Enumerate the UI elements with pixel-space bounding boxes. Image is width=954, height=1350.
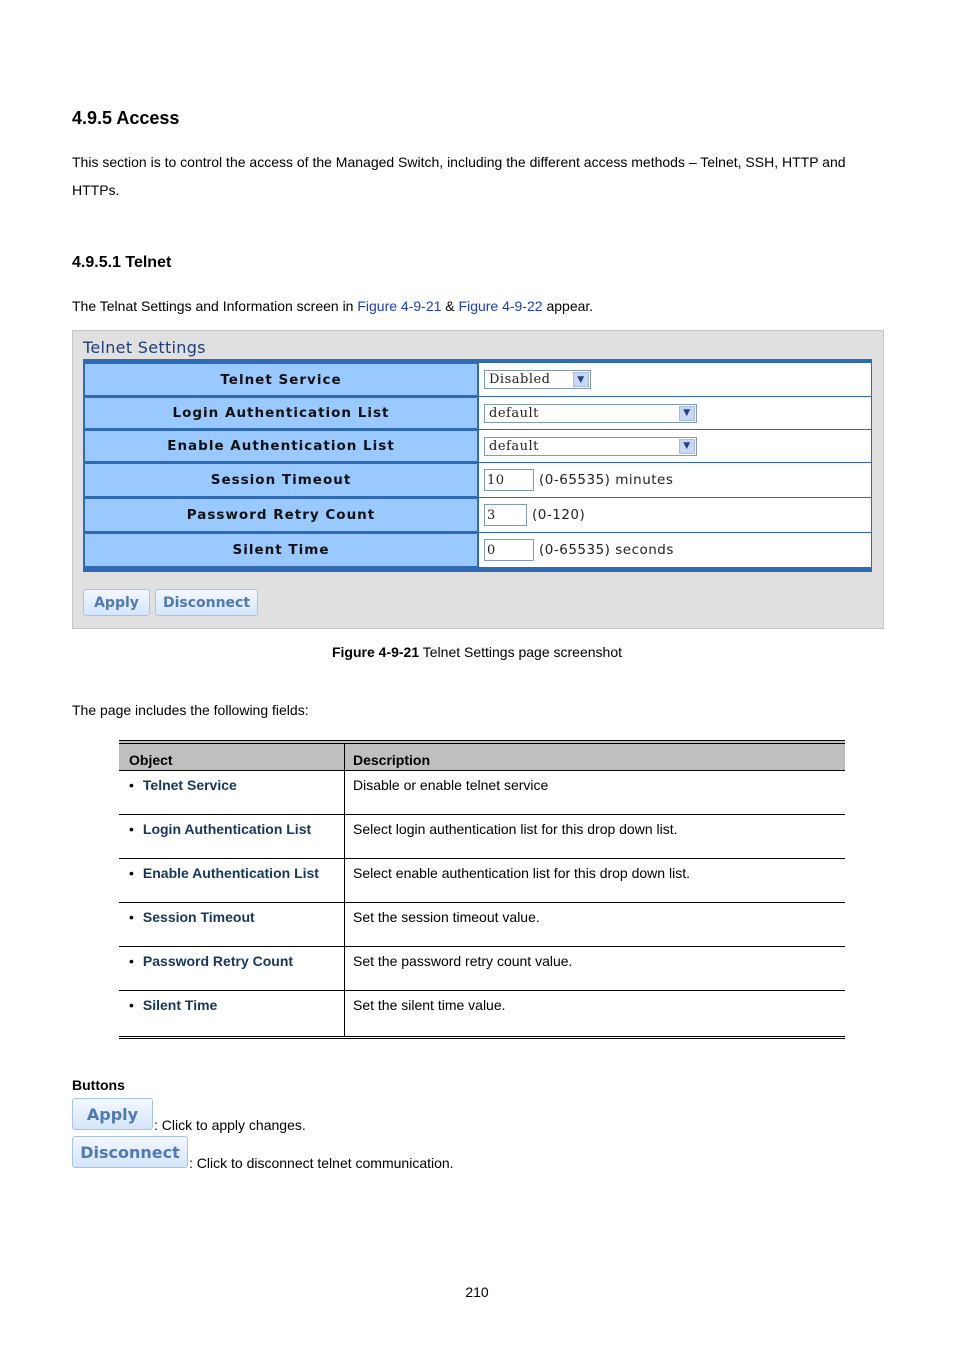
caption-text: Telnet Settings page screenshot xyxy=(419,644,623,660)
field-object: • Enable Authentication List xyxy=(119,859,345,902)
subsection-intro xyxy=(72,292,593,320)
disconnect-button[interactable]: Disconnect xyxy=(155,589,258,616)
field-description: Set the silent time value. xyxy=(353,997,506,1013)
figure-caption xyxy=(0,644,954,660)
table-row xyxy=(119,771,845,815)
field-object: • Login Authentication List xyxy=(119,815,345,858)
silent-time-hint: (0-65535) seconds xyxy=(539,542,674,558)
silent-time-input[interactable]: 0 xyxy=(484,539,534,561)
intro-text-post: appear. xyxy=(542,298,594,314)
enable-auth-list-select[interactable] xyxy=(484,437,697,456)
disconnect-button-sample[interactable]: Disconnect xyxy=(72,1136,188,1168)
session-timeout-hint: (0-65535) minutes xyxy=(539,472,674,488)
panel-title: Telnet Settings xyxy=(83,338,206,357)
subsection-heading: 4.9.5.1 Telnet xyxy=(72,254,172,271)
field-description: Disable or enable telnet service xyxy=(353,777,549,793)
select-value: default xyxy=(489,405,539,421)
settings-row-telnet-service xyxy=(83,363,872,397)
field-object: • Telnet Service xyxy=(119,771,345,814)
caption-figure-number: Figure 4-9-21 xyxy=(331,644,420,660)
fields-table-header xyxy=(119,740,845,771)
figure-link-21[interactable]: Figure 4-9-21 xyxy=(357,298,442,314)
settings-label: Session Timeout xyxy=(84,463,478,497)
settings-value xyxy=(479,430,871,462)
settings-label: Login Authentication List xyxy=(84,397,478,429)
field-description: Select enable authentication list for this drop down list. xyxy=(353,865,690,881)
field-description: Set the session timeout value. xyxy=(353,909,540,925)
intro-text-amp: & xyxy=(441,298,459,314)
password-retry-hint: (0-120) xyxy=(532,507,586,523)
field-object: • Password Retry Count xyxy=(119,947,345,990)
settings-label: Silent Time xyxy=(84,533,478,567)
settings-value xyxy=(479,498,871,532)
table-row xyxy=(119,859,845,903)
login-auth-list-select[interactable] xyxy=(484,404,697,423)
field-description: Set the password retry count value. xyxy=(353,953,573,969)
chevron-down-icon: ▼ xyxy=(679,406,695,421)
settings-value xyxy=(479,533,871,567)
settings-table xyxy=(83,359,872,572)
telnet-settings-panel xyxy=(72,330,884,629)
settings-label: Password Retry Count xyxy=(84,498,478,532)
header-description: Description xyxy=(353,752,431,768)
header-object: Object xyxy=(119,744,345,770)
field-object: • Silent Time xyxy=(119,991,345,1036)
field-description: Select login authentication list for this drop down list. xyxy=(353,821,678,837)
apply-button-sample[interactable]: Apply xyxy=(72,1098,153,1130)
settings-label: Enable Authentication List xyxy=(84,430,478,462)
field-object: • Session Timeout xyxy=(119,903,345,946)
select-value: default xyxy=(489,438,539,454)
settings-row-login-auth xyxy=(83,397,872,430)
settings-label: Telnet Service xyxy=(84,363,478,396)
figure-link-22[interactable]: Figure 4-9-22 xyxy=(458,298,543,314)
chevron-down-icon: ▼ xyxy=(573,372,589,387)
password-retry-input[interactable]: 3 xyxy=(484,504,527,526)
fields-table xyxy=(119,740,845,1039)
settings-row-password-retry xyxy=(83,498,872,533)
select-value: Disabled xyxy=(489,372,551,387)
settings-value xyxy=(479,397,871,429)
telnet-service-select[interactable] xyxy=(484,370,591,389)
chevron-down-icon: ▼ xyxy=(679,439,695,454)
settings-value xyxy=(479,463,871,497)
apply-button[interactable]: Apply xyxy=(83,589,150,616)
table-row xyxy=(119,947,845,991)
settings-row-session-timeout xyxy=(83,463,872,498)
section-heading: 4.9.5 Access xyxy=(72,108,180,128)
fields-intro: The page includes the following fields: xyxy=(72,702,309,718)
settings-row-silent-time xyxy=(83,533,872,568)
apply-button-description: : Click to apply changes. xyxy=(154,1117,306,1133)
settings-row-enable-auth xyxy=(83,430,872,463)
disconnect-button-description: : Click to disconnect telnet communication. xyxy=(189,1155,454,1171)
settings-value xyxy=(479,363,871,396)
intro-text-pre: The Telnat Settings and Information screen in xyxy=(72,298,358,314)
buttons-heading: Buttons xyxy=(72,1077,125,1093)
table-row xyxy=(119,991,845,1036)
intro-paragraph: This section is to control the access of the Managed Switch, including the different access methods – Telnet, SSH, HTTP and HTTPs. xyxy=(72,154,846,198)
page-number: 210 xyxy=(465,1284,489,1300)
table-row xyxy=(119,903,845,947)
session-timeout-input[interactable]: 10 xyxy=(484,469,534,491)
table-row xyxy=(119,815,845,859)
